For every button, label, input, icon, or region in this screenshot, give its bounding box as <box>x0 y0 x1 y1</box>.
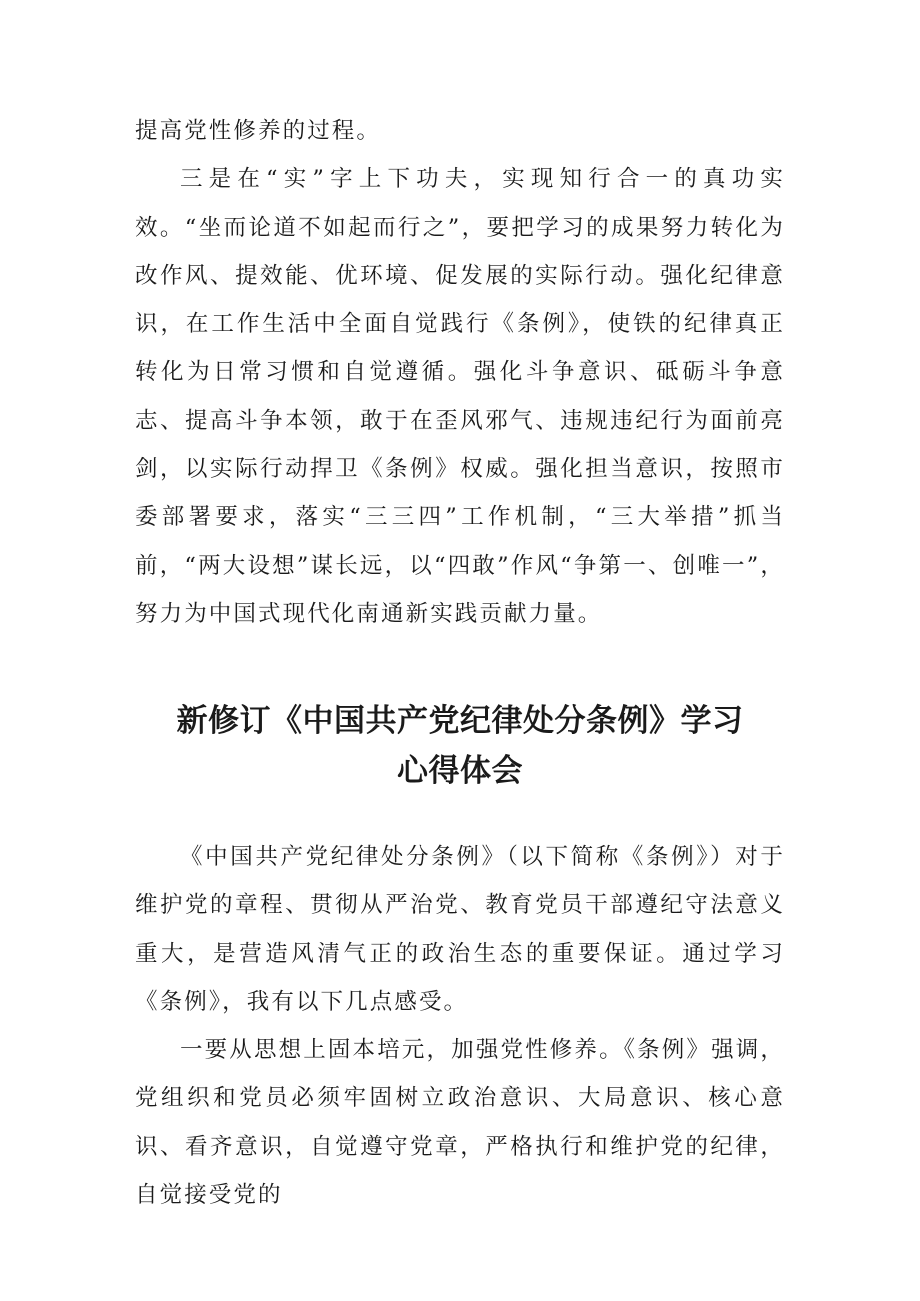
title-line-1: 新修订《中国共产党纪律处分条例》学习 <box>176 703 744 739</box>
document-title <box>120 696 800 796</box>
paragraph-point-three: 三是在“实”字上下功夫，实现知行合一的真功实效。“坐而论道不如起而行之”，要把学习的成果努力转化为改作风、提效能、优环境、促发展的实际行动。强化纪律意识，在工作生活中全面自觉践行《条例》，使铁的纪律真正转化为日常习惯和自觉遵循。强化斗争意识、砥砺斗争意志、提高斗争本领，敢于在歪风邪气、违规违纪行为面前亮剑，以实际行动捍卫《条例》权威。强化担当意识，按照市委部署要求，落实“三三四”工作机制，“三大举措”抓当前，“两大设想”谋长远，以“四敢”作风“争第一、创唯一”，努力为中国式现代化南通新实践贡献力量。 <box>135 166 785 627</box>
title-line-2: 心得体会 <box>397 753 523 789</box>
bottom-section <box>135 833 785 1219</box>
paragraph-point-one: 一要从思想上固本培元，加强党性修养。《条例》强调，党组织和党员必须牢固树立政治意识、大局意识、核心意识、看齐意识，自觉遵守党章，严格执行和维护党的纪律，自觉接受党的 <box>135 1037 785 1209</box>
paragraph-continued: 提高党性修养的过程。 <box>135 118 382 144</box>
top-section <box>135 107 785 638</box>
paragraph-intro: 《中国共产党纪律处分条例》（以下简称《条例》）对于维护党的章程、贯彻从严治党、教育党员干部遵纪守法意义重大，是营造风清气正的政治生态的重要保证。通过学习《条例》，我有以下几点感受。 <box>135 844 785 1015</box>
